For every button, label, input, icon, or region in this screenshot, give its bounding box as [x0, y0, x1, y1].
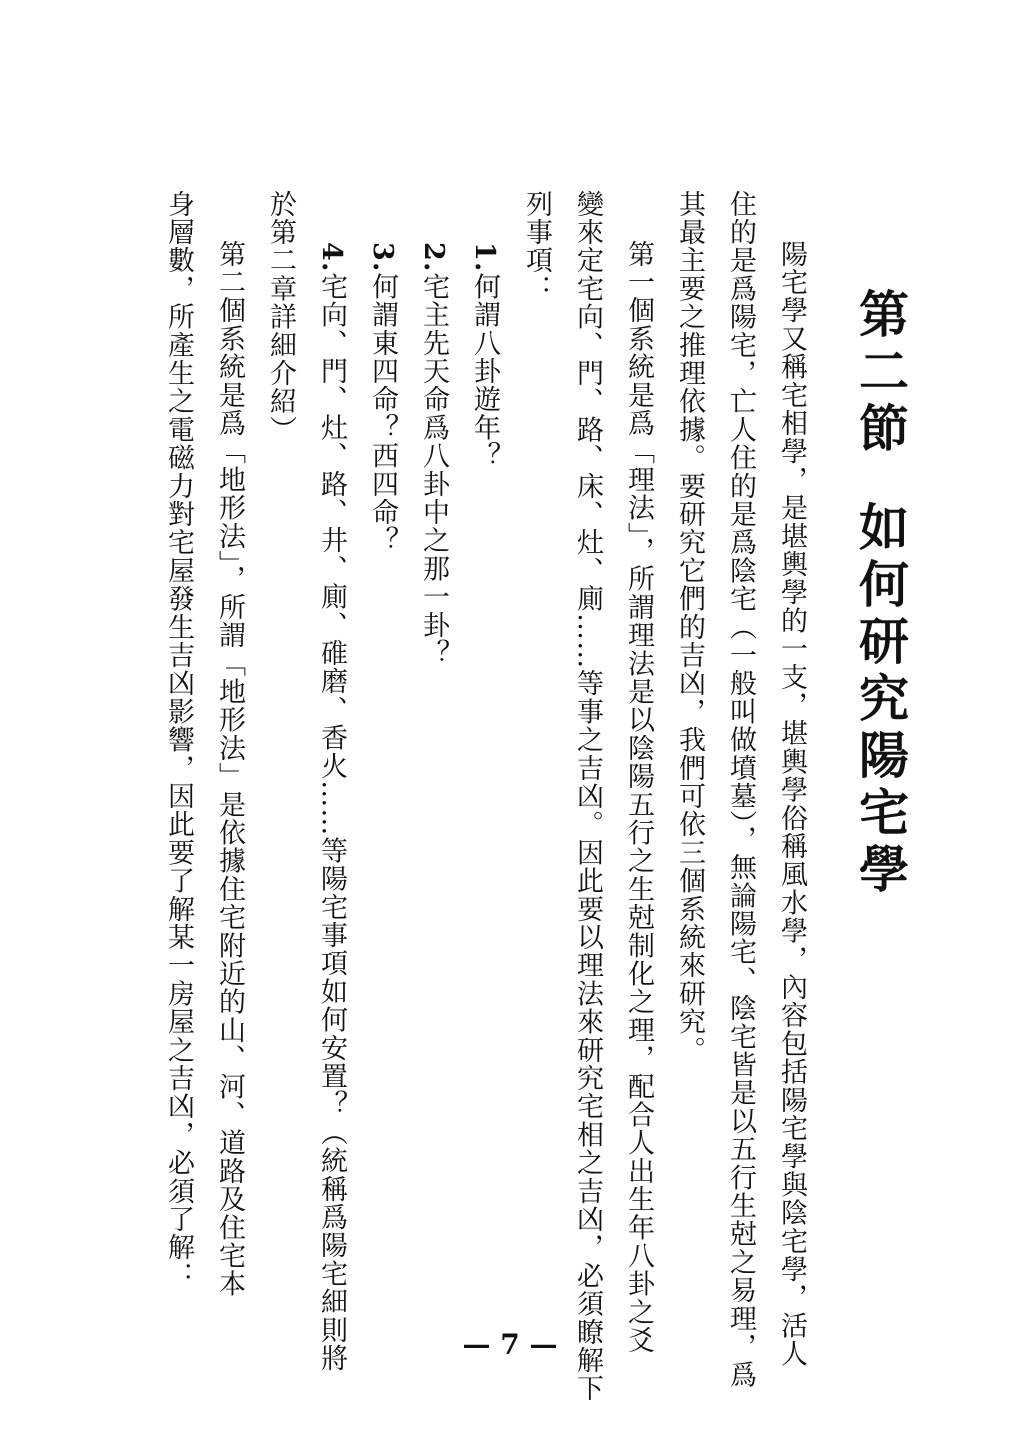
text-column-7: 於第二章詳細介紹） — [265, 190, 296, 444]
list-item-1 — [471, 242, 498, 470]
list-text: 宅向、門、灶、路、井、廁、碓磨、香火……等陽宅事項如何安置？（統稱爲陽宅細則將 — [316, 272, 347, 1373]
section-number: 第二節 — [851, 288, 909, 459]
text-column-4: 第一個系統是爲「理法」，所謂理法是以陰陽五行之生尅制化之理，配合人出生年八卦之爻 — [623, 240, 654, 1355]
list-number: 4. — [316, 242, 347, 273]
text-column-2: 住的是爲陽宅，亡人住的是爲陰宅（一般叫做墳墓），無論陽宅、陰宅皆是以五行生尅之易理，爲 — [725, 190, 756, 1390]
list-text: 何謂八卦遊年？ — [469, 272, 500, 470]
list-number: 3. — [367, 242, 398, 273]
text-column-6: 列事項： — [521, 190, 552, 303]
section-heading: 如何研究陽宅學 — [851, 501, 909, 900]
text-column-5: 變來定宅向、門、路、床、灶、廁……等事之吉凶。因此要以理法來研究宅相之吉凶，必須瞭解下 — [572, 190, 603, 1403]
text-column-9: 身層數，所產生之電磁力對宅屋發生吉凶影響，因此要了解某一房屋之吉凶，必須了解： — [163, 190, 194, 1290]
list-item-4 — [318, 242, 345, 1372]
list-number: 2. — [418, 242, 449, 273]
page-number: — 7 — — [462, 1328, 558, 1361]
text-column-8: 第二個系統是爲「地形法」，所謂「地形法」是依據住宅附近的山、河、道路及住宅本 — [214, 240, 245, 1299]
text-column-1: 陽宅學又稱宅相學，是堪輿學的一支，堪輿學俗稱風水學，內容包括陽宅學與陰宅學，活人 — [776, 240, 807, 1368]
list-item-2 — [420, 242, 447, 667]
list-number: 1. — [469, 242, 500, 273]
list-text: 宅主先天命爲八卦中之那一卦？ — [418, 272, 449, 668]
section-title — [851, 288, 909, 900]
list-item-3 — [369, 242, 396, 555]
list-text: 何謂東四命？西四命？ — [367, 272, 398, 555]
text-column-3: 其最主要之推理依據。要研究它們的吉凶，我們可依三個系統來研究。 — [674, 190, 705, 1065]
